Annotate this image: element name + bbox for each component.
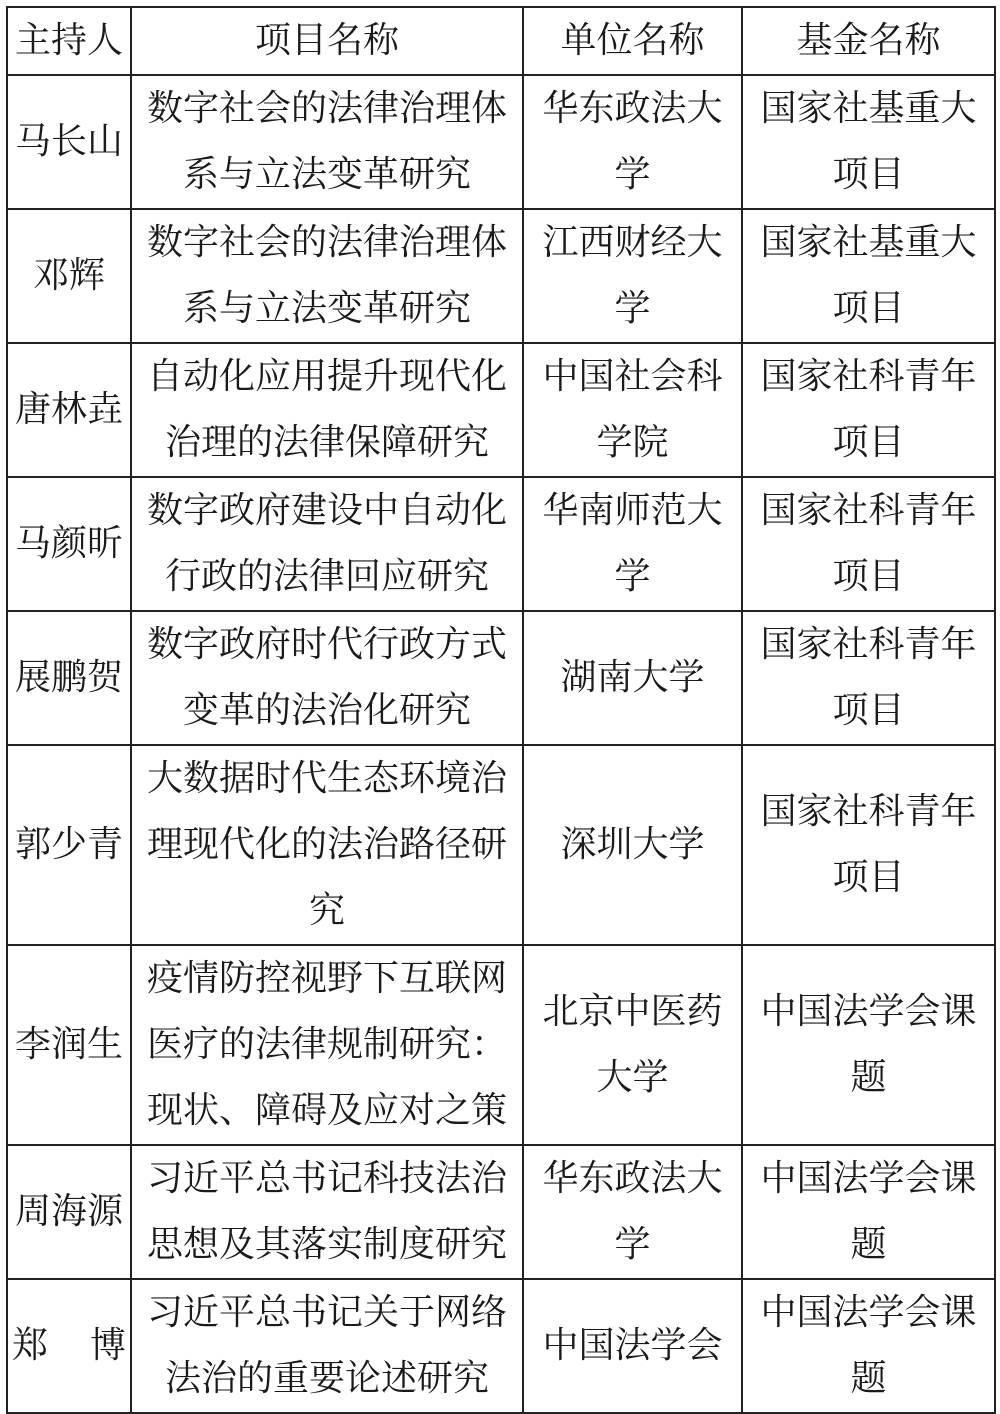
table-row (7, 75, 995, 209)
unit-cell: 华东政法大学 (523, 75, 742, 209)
fund-cell: 国家社科青年项目 (742, 611, 995, 745)
unit-cell: 中国法学会 (523, 1279, 742, 1413)
table-row (7, 209, 995, 343)
project-cell: 数字社会的法律治理体系与立法变革研究 (131, 209, 523, 343)
header-leader: 主持人 (7, 7, 131, 75)
leader-cell: 郑 博 (7, 1279, 131, 1413)
header-project-name: 项目名称 (131, 7, 523, 75)
unit-cell: 深圳大学 (523, 745, 742, 945)
header-unit-name: 单位名称 (523, 7, 742, 75)
fund-cell: 国家社科青年项目 (742, 477, 995, 611)
leader-cell: 唐林垚 (7, 343, 131, 477)
fund-cell: 国家社基重大项目 (742, 209, 995, 343)
project-cell: 疫情防控视野下互联网医疗的法律规制研究：现状、障碍及应对之策 (131, 945, 523, 1145)
fund-cell: 国家社科青年项目 (742, 745, 995, 945)
project-cell: 数字社会的法律治理体系与立法变革研究 (131, 75, 523, 209)
project-cell: 大数据时代生态环境治理现代化的法治路径研究 (131, 745, 523, 945)
fund-cell: 国家社科青年项目 (742, 343, 995, 477)
table-row (7, 1279, 995, 1413)
table-row (7, 945, 995, 1145)
leader-cell: 展鹏贺 (7, 611, 131, 745)
unit-cell: 湖南大学 (523, 611, 742, 745)
table-row (7, 611, 995, 745)
leader-cell: 郭少青 (7, 745, 131, 945)
project-cell: 习近平总书记关于网络法治的重要论述研究 (131, 1279, 523, 1413)
fund-cell: 中国法学会课题 (742, 945, 995, 1145)
fund-cell: 国家社基重大项目 (742, 75, 995, 209)
unit-cell: 北京中医药大学 (523, 945, 742, 1145)
unit-cell: 中国社会科学院 (523, 343, 742, 477)
header-row (7, 7, 995, 75)
project-cell: 数字政府时代行政方式变革的法治化研究 (131, 611, 523, 745)
table-row (7, 343, 995, 477)
table-row (7, 745, 995, 945)
unit-cell: 华南师范大学 (523, 477, 742, 611)
leader-cell: 周海源 (7, 1145, 131, 1279)
grant-projects-table (6, 6, 996, 1414)
unit-cell: 华东政法大学 (523, 1145, 742, 1279)
project-cell: 数字政府建设中自动化行政的法律回应研究 (131, 477, 523, 611)
unit-cell: 江西财经大学 (523, 209, 742, 343)
header-fund-name: 基金名称 (742, 7, 995, 75)
leader-cell: 马长山 (7, 75, 131, 209)
table-row (7, 477, 995, 611)
leader-cell: 邓辉 (7, 209, 131, 343)
leader-cell: 马颜昕 (7, 477, 131, 611)
fund-cell: 中国法学会课题 (742, 1279, 995, 1413)
leader-cell: 李润生 (7, 945, 131, 1145)
project-cell: 习近平总书记科技法治思想及其落实制度研究 (131, 1145, 523, 1279)
project-cell: 自动化应用提升现代化治理的法律保障研究 (131, 343, 523, 477)
table-row (7, 1145, 995, 1279)
fund-cell: 中国法学会课题 (742, 1145, 995, 1279)
